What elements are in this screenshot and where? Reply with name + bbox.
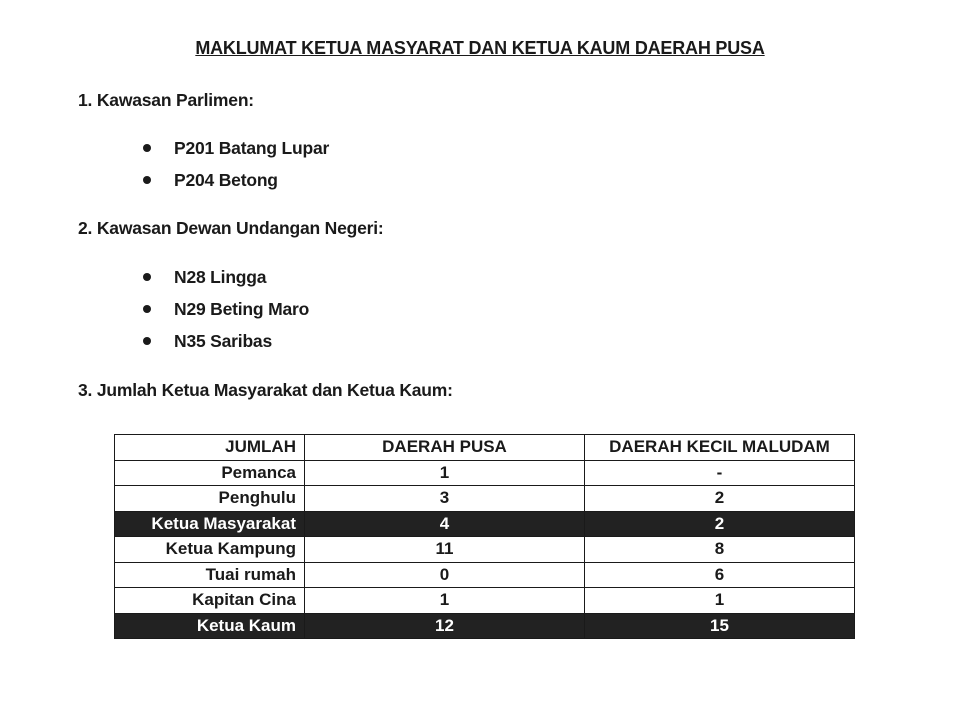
table-row [115, 486, 855, 512]
section-heading-jumlah: 3. Jumlah Ketua Masyarakat dan Ketua Kaum: [78, 380, 453, 400]
parlimen-list [140, 136, 329, 200]
table-row [115, 537, 855, 563]
summary-table [114, 434, 855, 639]
row-label: Ketua Kaum [115, 613, 305, 639]
column-header-jumlah: JUMLAH [115, 435, 305, 461]
cell-daerah-pusa: 4 [305, 511, 585, 537]
cell-daerah-kecil-maludam: 8 [585, 537, 855, 563]
cell-daerah-pusa: 1 [305, 588, 585, 614]
table-header-row [115, 435, 855, 461]
bullet-icon [143, 273, 151, 281]
bullet-icon [143, 176, 151, 184]
list-item-label: N28 Lingga [174, 267, 267, 287]
cell-daerah-pusa: 12 [305, 613, 585, 639]
bullet-icon [143, 305, 151, 313]
cell-daerah-pusa: 1 [305, 460, 585, 486]
list-item [140, 297, 309, 329]
row-label: Kapitan Cina [115, 588, 305, 614]
list-item [140, 136, 329, 168]
cell-daerah-kecil-maludam: 2 [585, 486, 855, 512]
table-row [115, 588, 855, 614]
list-item [140, 168, 329, 200]
cell-daerah-pusa: 3 [305, 486, 585, 512]
row-label: Pemanca [115, 460, 305, 486]
row-label: Ketua Kampung [115, 537, 305, 563]
section-heading-dun: 2. Kawasan Dewan Undangan Negeri: [78, 218, 384, 238]
column-header-daerah-kecil-maludam: DAERAH KECIL MALUDAM [585, 435, 855, 461]
row-label: Penghulu [115, 486, 305, 512]
row-label: Ketua Masyarakat [115, 511, 305, 537]
list-item-label: N29 Beting Maro [174, 299, 310, 319]
cell-daerah-kecil-maludam: 1 [585, 588, 855, 614]
document-title: MAKLUMAT KETUA MASYARAT DAN KETUA KAUM DAERAH PUSA [195, 38, 765, 58]
bullet-icon [143, 144, 151, 152]
section-heading-parlimen: 1. Kawasan Parlimen: [78, 90, 254, 110]
list-item-label: N35 Saribas [174, 331, 272, 351]
table-row-highlight [115, 511, 855, 537]
row-label: Tuai rumah [115, 562, 305, 588]
cell-daerah-kecil-maludam: 15 [585, 613, 855, 639]
column-header-daerah-pusa: DAERAH PUSA [305, 435, 585, 461]
list-item-label: P204 Betong [174, 170, 278, 190]
list-item [140, 265, 309, 297]
dun-list [140, 265, 309, 361]
list-item-label: P201 Batang Lupar [174, 138, 330, 158]
table-row [115, 460, 855, 486]
cell-daerah-kecil-maludam: - [585, 460, 855, 486]
cell-daerah-kecil-maludam: 6 [585, 562, 855, 588]
cell-daerah-pusa: 0 [305, 562, 585, 588]
cell-daerah-pusa: 11 [305, 537, 585, 563]
list-item [140, 329, 309, 361]
table-row [115, 562, 855, 588]
table-row-highlight [115, 613, 855, 639]
bullet-icon [143, 337, 151, 345]
cell-daerah-kecil-maludam: 2 [585, 511, 855, 537]
